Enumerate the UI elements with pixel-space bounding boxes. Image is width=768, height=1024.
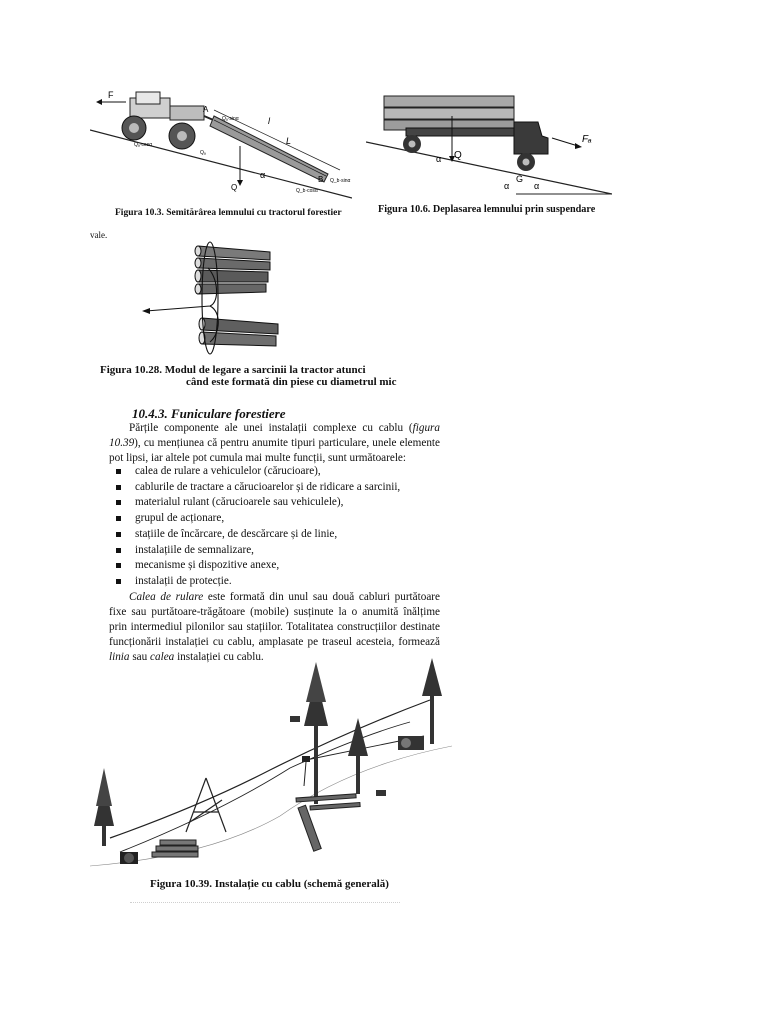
figure-10-3-caption: Figura 10.3. Semitărârea lemnului cu tractorul forestier xyxy=(115,208,342,218)
cutoff-text-line xyxy=(130,902,400,907)
figure-10-6-caption: Figura 10.6. Deplasarea lemnului prin suspendare xyxy=(378,204,596,215)
log-bundle-top xyxy=(195,246,270,294)
figure-10-6-drawing xyxy=(366,94,612,196)
list-item: cablurile de tractare a cărucioarelor și de ridicare a sarcinii, xyxy=(113,480,433,496)
intro-text-2: ), cu mențiunea că pentru anumite tipuri particulare, unele elemente pot lipsi, iar altele pot cumula mai multe funcții, sunt următoarele: xyxy=(109,437,440,464)
carriage xyxy=(302,756,310,786)
figure-10-28-drawing xyxy=(140,238,288,360)
main-cable xyxy=(110,700,430,838)
winch-right xyxy=(398,736,424,750)
label-B: B xyxy=(318,175,324,184)
tree-left xyxy=(94,768,114,846)
figure-10-3-drawing xyxy=(90,86,352,204)
list-item: calea de rulare a vehiculelor (cărucioare), xyxy=(113,464,433,480)
term-calea-de-rulare: Calea de rulare xyxy=(129,591,204,603)
list-item: instalații de protecție. xyxy=(113,574,433,590)
rolling-path-paragraph xyxy=(109,590,440,665)
tree-center xyxy=(304,662,328,804)
stray-text-fragment: vale. xyxy=(90,230,108,240)
log-pile-right xyxy=(296,794,360,851)
label-qb-cos: Q_b·cosα xyxy=(296,188,318,194)
intro-figure-ref: figura 10.39 xyxy=(109,422,440,449)
label-qa-cos: Qₐ·cosα xyxy=(134,142,153,148)
list-item: instalațiile de semnalizare, xyxy=(113,543,433,559)
term-linia: linia xyxy=(109,651,130,663)
figure-10-39-drawing xyxy=(90,656,452,874)
label-F: F xyxy=(108,90,114,100)
label-alpha-1: α xyxy=(436,154,442,164)
label-alpha-2: α xyxy=(504,181,510,191)
label-Q: Q xyxy=(231,183,238,192)
figure-10-39-caption: Figura 10.39. Instalație cu cablu (schemă generală) xyxy=(150,878,389,890)
truck-illustration xyxy=(384,96,548,171)
winch-left xyxy=(120,852,138,864)
label-alpha: α xyxy=(260,170,266,180)
para2-text-b: sau xyxy=(129,651,151,663)
list-item: materialul rulant (cărucioarele sau vehiculele), xyxy=(113,495,433,511)
log-pile-left xyxy=(152,840,198,857)
label-F-truck: Fₐ xyxy=(582,134,592,145)
label-l: l xyxy=(268,116,270,126)
station-upper-left xyxy=(290,716,300,722)
label-qa: Qₐ xyxy=(200,150,206,156)
figure-10-28-caption-line1: Figura 10.28. Modul de legare a sarcinii la tractor atunci xyxy=(100,364,366,376)
para2-text-c: instalației cu cablu. xyxy=(174,651,264,663)
label-qb-sin: Q_b·sinα xyxy=(330,178,351,184)
tree-right-small xyxy=(348,718,368,794)
intro-paragraph xyxy=(109,421,440,466)
intro-text-1: Părțile componente ale unei instalații complexe cu cablu ( xyxy=(129,422,413,434)
figure-10-28-caption-line2: când este formată din piese cu diametrul mic xyxy=(186,376,397,388)
list-item: stațiile de încărcare, de descărcare și de linie, xyxy=(113,527,433,543)
components-list xyxy=(113,464,433,590)
tractor-illustration xyxy=(122,92,218,149)
tree-far-right xyxy=(422,658,442,744)
station-lower-right xyxy=(376,790,386,796)
para2-text-a: este formată din unul sau două cabluri purtătoare fixe sau purtătoare-trăgătoare (mobile) susținute la o anumită înălțime prin intermediul pilonilor sau stațiilor. Totalitatea construcțiilor destinate funcționării instalației cu cablu, amplasate pe traseul acesteia, formează xyxy=(109,591,440,648)
label-Q-truck: Q xyxy=(454,150,462,161)
section-heading: 10.4.3. Funiculare forestiere xyxy=(132,406,286,421)
term-calea: calea xyxy=(150,651,175,663)
tower-frame xyxy=(186,778,226,832)
label-alpha-3: α xyxy=(534,181,540,191)
list-item: mecanisme și dispozitive anexe, xyxy=(113,558,433,574)
label-L: L xyxy=(286,136,292,146)
list-item: grupul de acționare, xyxy=(113,511,433,527)
label-qa-sin: Qₐ·sinα xyxy=(222,116,239,122)
label-A: A xyxy=(203,105,209,114)
label-G: G xyxy=(516,174,524,184)
